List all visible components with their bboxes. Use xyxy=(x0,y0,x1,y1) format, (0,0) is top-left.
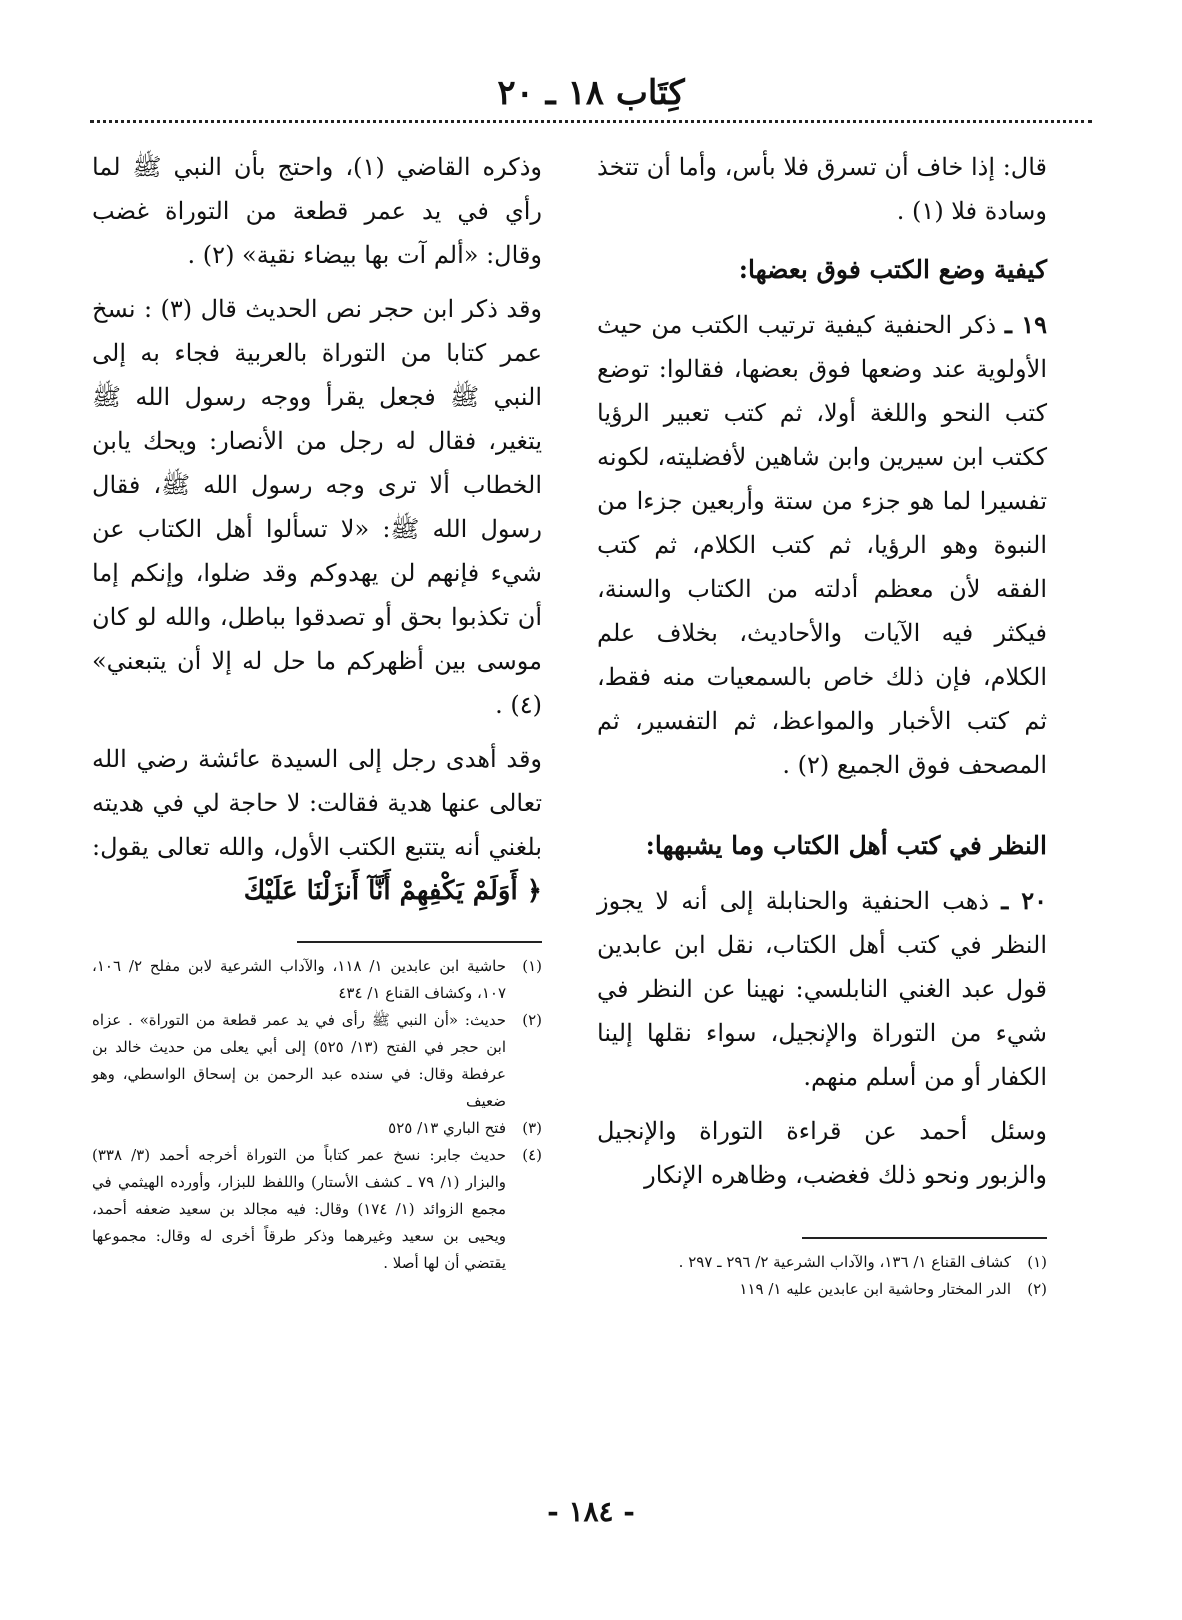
paragraph-qadi: وذكره القاضي (١)، واحتج بأن النبي ﷺ لما رأي في يد عمر قطعة من التوراة غضب وقال: «ألم آت بها بيضاء نقية» (٢) . xyxy=(92,153,543,269)
section-heading-stacking-books: كيفية وضع الكتب فوق بعضها: xyxy=(738,255,1047,284)
footnote xyxy=(597,1276,1047,1303)
footnote xyxy=(92,1115,542,1142)
paragraph-20 xyxy=(597,879,1047,1099)
page-number: - ١٨٤ - xyxy=(547,1495,635,1528)
right-column xyxy=(597,135,1047,1425)
quran-verse: ﴿ أَوَلَمْ يَكْفِهِمْ أَنَّآ أَنزَلْنَا عَلَيْكَ xyxy=(243,876,542,906)
footnote-text: حديث جابر: نسخ عمر كتاباً من التوراة أخرجه أحمد (٣/ ٣٣٨) والبزار (١/ ٧٩ ـ كشف الأستار) واللفظ للبزار، وأورده الهيثمي في مجمع الزوائد (١/ ١٧٤) وقال: فيه مجالد بن سعيد ضعفه أحمد، ويحيى بن سعيد وغيرهما وذكر طرقاً أخرى له وقال: مجموعها يقتضي أن لها أصلا . xyxy=(92,1146,506,1272)
left-column xyxy=(92,135,542,1425)
paragraph-aisha xyxy=(92,737,542,913)
paragraph-number: ١٩ ـ xyxy=(1004,310,1047,339)
footnote-text: كشاف القناع ١/ ١٣٦، والآداب الشرعية ٢/ ٢٩٦ ـ ٢٩٧ . xyxy=(678,1253,1011,1271)
footnote xyxy=(92,1007,542,1115)
footnote xyxy=(92,953,542,1007)
footnote xyxy=(92,1142,542,1277)
footnote-divider xyxy=(297,941,542,943)
paragraph-text: وقد أهدى رجل إلى السيدة عائشة رضي الله تعالى عنها هدية فقالت: لا حاجة لي في هديته بلغني أنه يتتبع الكتب الأول، والله تعالى يقول: xyxy=(92,745,542,861)
footnote-number: (٣) xyxy=(522,1119,542,1137)
paragraph-number: ٢٠ ـ xyxy=(1001,886,1047,915)
paragraph-ibn-hajar: وقد ذكر ابن حجر نص الحديث قال (٣) : نسخ عمر كتابا من التوراة بالعربية فجاء به إلى النبي ﷺ فجعل يقرأ ووجه رسول الله ﷺ يتغير، فقال له رجل من الأنصار: ويحك يابن الخطاب ألا ترى وجه رسول الله ﷺ، فقال رسول الله ﷺ: «لا تسألوا أهل الكتاب عن شيء فإنهم لن يهدوكم وقد ضلوا، وإنكم إما أن تكذبوا بحق أو تصدقوا بباطل، والله لو كان موسى بين أظهركم ما حل له إلا أن يتبعني» (٤) . xyxy=(92,295,543,719)
footnote-number: (١) xyxy=(522,957,542,975)
footnote-number: (٢) xyxy=(522,1011,542,1029)
paragraph-text: ذهب الحنفية والحنابلة إلى أنه لا يجوز النظر في كتب أهل الكتاب، نقل ابن عابدين قول عبد الغني النابلسي: نهينا عن النظر في شيء من التوراة والإنجيل، سواء نقلها إلينا الكفار أو من أسلم منهم. xyxy=(597,887,1048,1091)
section-heading-people-of-book: النظر في كتب أهل الكتاب وما يشبهها: xyxy=(645,831,1047,860)
footnote-number: (٤) xyxy=(522,1146,542,1164)
footnote-divider xyxy=(802,1237,1047,1239)
footnote-text: حديث: «أن النبي ﷺ رأى في يد عمر قطعة من التوراة» . عزاه ابن حجر في الفتح (١٣/ ٥٢٥) إلى أبي يعلى من حديث خالد بن عرفطة وقال: في سنده عبد الرحمن بن إسحاق الواسطي، وهو ضعيف xyxy=(92,1011,506,1110)
footnote xyxy=(597,1249,1047,1276)
intro-paragraph: قال: إذا خاف أن تسرق فلا بأس، وأما أن تتخذ وسادة فلا (١) . xyxy=(597,153,1047,225)
page-header-title: كِتَاب ١٨ ـ ٢٠ xyxy=(497,73,685,113)
footnote-text: الدر المختار وحاشية ابن عابدين عليه ١/ ١١٩ xyxy=(739,1280,1011,1298)
paragraph-text: ذكر الحنفية كيفية ترتيب الكتب من حيث الأولوية عند وضعها فوق بعضها، فقالوا: توضع كتب النحو واللغة أولا، ثم كتب تعبير الرؤيا ككتب ابن سيرين وابن شاهين لأفضليته، لكونه تفسيرا لما هو جزء من ستة وأربعين جزءا من النبوة وهو الرؤيا، ثم كتب الكلام، ثم كتب الفقه لأن معظم أدلته من الكتاب والسنة، فيكثر فيه الآيات والأحاديث، بخلاف علم الكلام، فإن ذلك خاص بالسمعيات منه فقط، ثم كتب الأخبار والمواعظ، ثم التفسير، ثم المصحف فوق الجميع (٢) . xyxy=(597,311,1048,779)
footnote-text: حاشية ابن عابدين ١/ ١١٨، والآداب الشرعية لابن مفلح ٢/ ١٠٦، ١٠٧، وكشاف القناع ١/ ٤٣٤ xyxy=(92,957,507,1002)
footnote-number: (٢) xyxy=(1027,1280,1047,1298)
paragraph-20-continued: وسئل أحمد عن قراءة التوراة والإنجيل والزبور ونحو ذلك فغضب، وظاهره الإنكار xyxy=(597,1117,1047,1189)
footnote-number: (١) xyxy=(1027,1253,1047,1271)
header-dotted-divider xyxy=(90,120,1092,123)
paragraph-19 xyxy=(597,303,1047,787)
footnote-text: فتح الباري ١٣/ ٥٢٥ xyxy=(388,1119,506,1137)
